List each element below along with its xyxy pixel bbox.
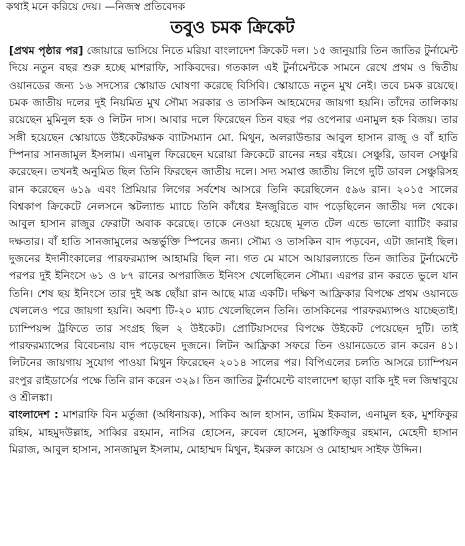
squad-list — [9, 407, 458, 459]
article-body — [0, 43, 465, 459]
squad-players: মাশরাফি বিন মর্তুজা (অধিনায়ক), সাকিব আল হাসান, তামিম ইকবাল, এনামুল হক, মুশফিকুর রহিম, মাহমুদউল্লাহ, সাব্বির রহমান, নাসির হোসেন, রুবেল হোসেন, মুস্তাফিজুর রহমান, মেহেদী হাসান মিরাজ, আবুল হাসান, সানজামুল ইসলাম, মোহাম্মদ মিথুন, ইমরুল কায়েস ও মোহাম্মদ সাইফ উদ্দিন। — [9, 409, 458, 456]
article-paragraph — [9, 43, 458, 407]
continuation-label: [প্রথম পৃষ্ঠার পর] — [9, 45, 84, 57]
previous-article-fragment: কথাই মনে করিয়ে দেয়। —নিজস্ব প্রতিবেদক — [6, 1, 186, 13]
headline: তবুও চমক ক্রিকেট — [170, 18, 295, 38]
article-text: জোয়ারে ভাসিয়ে নিতে মরিয়া বাংলাদেশ ক্রিকেট দল। ১৫ জানুয়ারি তিন জাতির টুর্নামেন্ট দিয়ে নতুন বছর শুরু হচ্ছে মাশরাফি, সাকিবদের। গতকাল এই টুর্নামেন্টকে সামনে রেখে প্রথম ও দ্বিতীয় ওয়ানডের জন্য ১৬ সদস্যের স্কোয়াড ঘোষণা করেছে বিসিবি। স্কোয়াডে নতুন মুখ নেই। তবে চমক রয়েছে। চমক জাতীয় দলের দুই নিয়মিত মুখ সৌম্য সরকার ও তাসকিন আহমেদের জায়গা হয়নি। তাঁদের তালিকায় রয়েছেন মুমিনুল হক ও লিটন দাস। আবার দলে ফিরেছেন তিন বছর পর ওপেনার এনামুল হক বিজয়। তার সঙ্গী হয়েছেন স্কোয়াডে উইকেটরক্ষক ব্যাটসম্যান মো. মিথুন, অলরাউন্ডার আবুল হাসান রাজু ও বাঁ হাতি স্পিনার সানজামুল ইসলাম। এনামুল ফিরেছেন ঘরোয়া ক্রিকেটে রানের নহর বইয়ে। সেঞ্চুরি, ডাবল সেঞ্চুরি করেছেন। তখনই অনুমিত ছিল তিনি ফিরছেন জাতীয় দলে। সদ্য সমাপ্ত জাতীয় লিগে দুটি ডাবল সেঞ্চুরিসহ রান করেছেন ৬১৯ এবং প্রিমিয়ার লিগের সর্বশেষ আসরে তিনি করেছিলেন ৫৯৬ রান। ২০১৫ সালের বিশ্বকাপ ক্রিকেটে নেলসনে স্কটল্যান্ড ম্যাচে তিনি কাঁধের ইনজুরিতে বাদ পড়েছিলেন জাতীয় দল থেকে। আবুল হাসান রাজুর ফেরাটা অবাক করেছে। তাকে নেওয়া হয়েছে মূলত টেল এন্ডে ভালো ব্যাটিং করার দক্ষতার। বাঁ হাতি সানজামুলের অন্তর্ভুক্তি স্পিনের জন্য। সৌম্য ও তাসকিন বাদ পড়বেন, এটা জানাই ছিল। দুজনের ইদানীংকালের পারফরম্যান্স আহামরি ছিল না। গত মে মাসে আয়ারল্যান্ডে তিন জাতির টুর্নামেন্টে পরপর দুই ইনিংসে ৬১ ও ৮৭ রানের অপরাজিত ইনিংস খেলেছিলেন সৌম্য। এরপর রান করতে ভুলে যান তিনি। শেষ ছয় ইনিংসে তার দুই অঙ্ক ছোঁয়া রান আছে মাত্র একটি। দক্ষিণ আফ্রিকার বিপক্ষে প্রথম ওয়ানডে খেললেও পরে জায়গা হয়নি। অবশ্য টি-২০ ম্যাচ খেলেছিলেন তিনি। তাসকিনের পারফরম্যান্সও যাচ্ছেতাই। চ্যাম্পিয়ন্স ট্রফিতে তার সংগ্রহ ছিল ২ উইকেট। প্রোটিয়াসদের বিপক্ষে উইকেট পেয়েছেন দুটি। তাই পারফরম্যান্সের বিবেচনায় বাদ পড়েছেন দুজনে। লিটন আফ্রিকা সফরে তিন ওয়ানডেতে রান করেন ৪১। লিটনের জায়গায় সুযোগ পাওয়া মিথুন ফিরেছেন ২০১৪ সালের পর। বিপিএলের চলতি আসরে চ্যাম্পিয়ন রংপুর রাইডার্সের পক্ষে তিনি রান করেন ৩২৯। তিন জাতির টুর্নামেন্টে বাংলাদেশ ছাড়া বাকি দুই দল জিম্বাবুয়ে ও শ্রীলঙ্কা। — [9, 45, 458, 404]
squad-label: বাংলাদেশ : — [9, 409, 59, 422]
